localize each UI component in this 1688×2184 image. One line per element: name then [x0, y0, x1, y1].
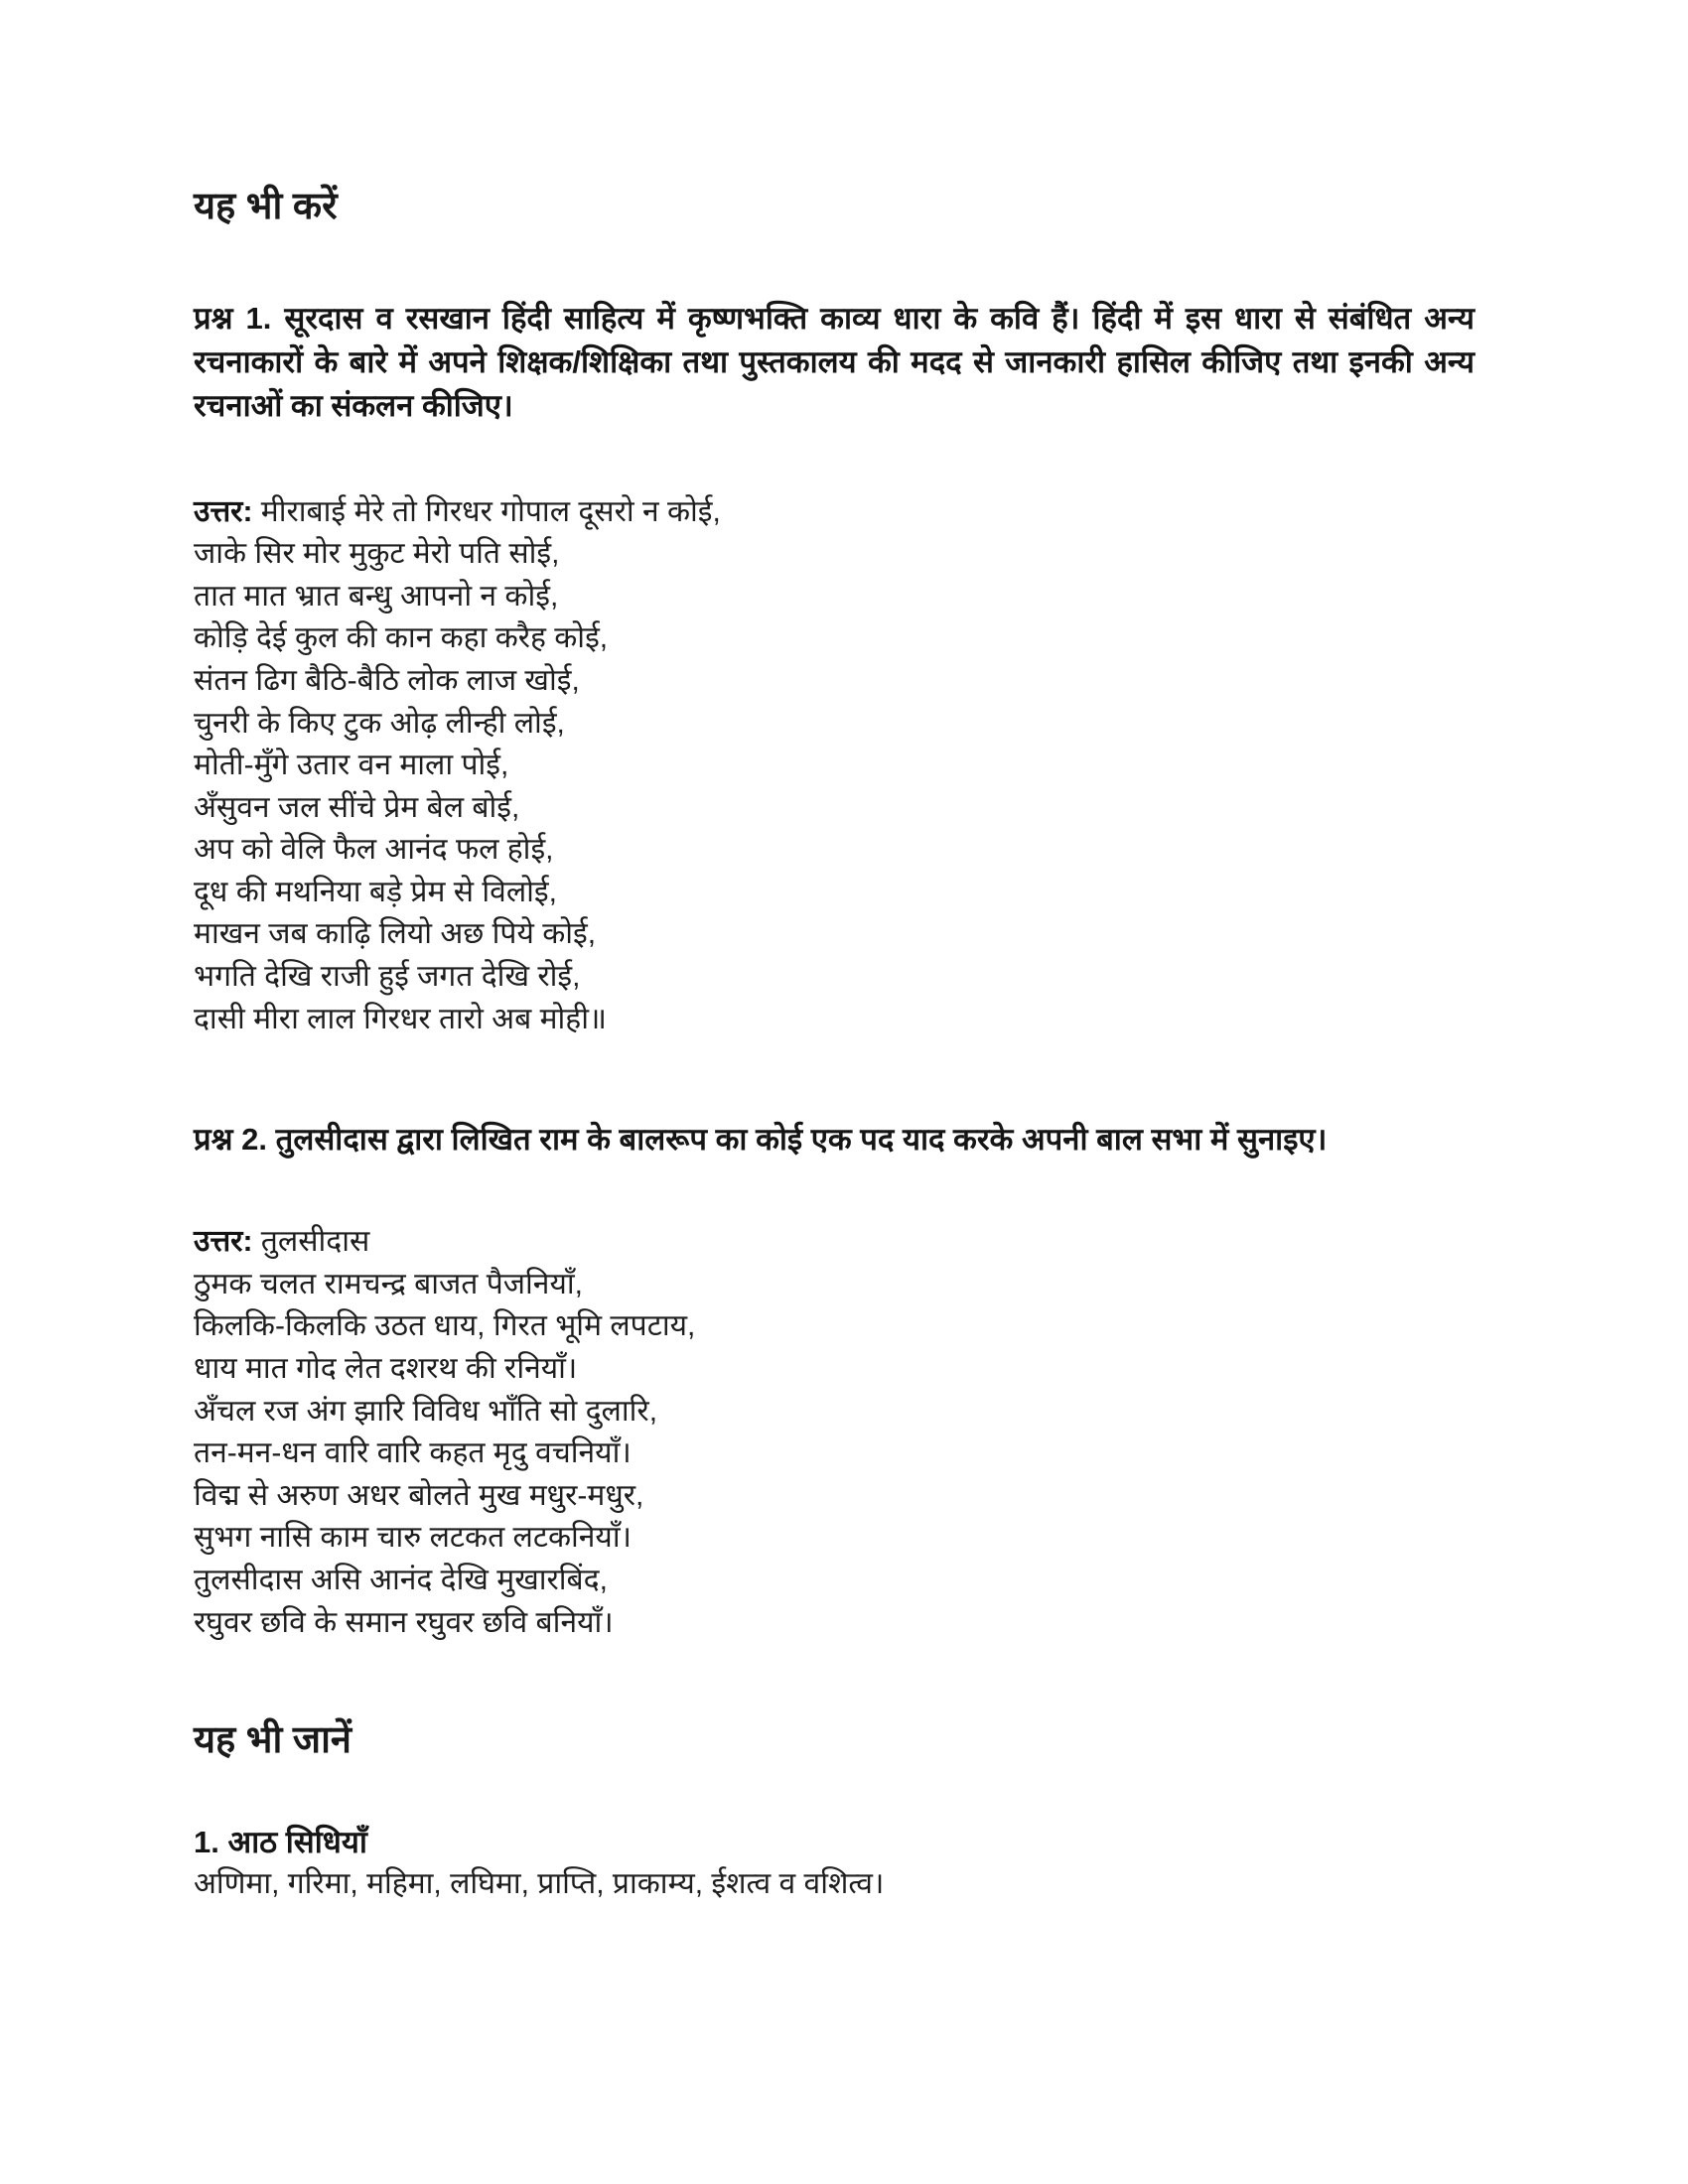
poem-line: माखन जब काढ़ि लियो अछ पिये कोई,: [194, 917, 597, 951]
section-heading-do: यह भी करें: [194, 186, 338, 227]
section-heading-know: यह भी जानें: [194, 1719, 352, 1762]
poem-line: संतन ढिग बैठि-बैठि लोक लाज खोई,: [194, 663, 580, 697]
poem-line: जाके सिर मोर मुकुट मेरो पति सोई,: [194, 537, 560, 571]
poem-line: कोड़ि देई कुल की कान कहा करैह कोई,: [194, 621, 609, 655]
poem-line: अप को वेलि फैल आनंद फल होई,: [194, 833, 554, 867]
poem-line: धाय मात गोद लेत दशरथ की रनियाँ।: [194, 1352, 578, 1386]
poem-line: विद्म से अरुण अधर बोलते मुख मधुर-मधुर,: [194, 1478, 644, 1512]
poem-line: सुभग नासि काम चारु लटकत लटकनियाँ।: [194, 1521, 632, 1555]
question-2: [194, 1118, 1475, 1161]
question-1-label: प्रश्न 1.: [194, 300, 272, 336]
poem-line: ठुमक चलत रामचन्द्र बाजत पैजनियाँ,: [194, 1267, 583, 1300]
question-1-text: सूरदास व रसखान हिंदी साहित्य में कृष्णभक्ति काव्य धारा के कवि हैं। हिंदी में इस धारा से संबंधित अन्य रचनाकारों के बारे में अपने शिक्षक/शिक्षिका तथा पुस्तकालय की मदद से जानकारी हासिल कीजिए तथा इनकी अन्य रचनाओं का संकलन कीजिए।: [194, 300, 1475, 423]
answer-2-intro-line: [194, 1221, 1475, 1264]
question-1: [194, 297, 1475, 428]
poem-line: रघुवर छवि के समान रघुवर छवि बनियाँ।: [194, 1605, 614, 1639]
poem-line: दासी मीरा लाल गिरधर तारो अब मोही॥: [194, 1002, 607, 1035]
question-2-text: तुलसीदास द्वारा लिखित राम के बालरूप का कोई एक पद याद करके अपनी बाल सभा में सुनाइए।: [275, 1122, 1328, 1158]
answer-1-first-line: मीराबाई मेरे तो गिरधर गोपाल दूसरो न कोई,: [260, 494, 721, 528]
poem-line: तुलसीदास असि आनंद देखि मुखारबिंद,: [194, 1564, 608, 1597]
poem-line: दूध की मथनिया बड़े प्रेम से विलोई,: [194, 875, 557, 908]
poem-line: तात मात भ्रात बन्धु आपनो न कोई,: [194, 579, 559, 613]
poem-line: भगति देखि राजी हुई जगत देखि रोई,: [194, 960, 581, 994]
question-2-label: प्रश्न 2.: [194, 1122, 268, 1158]
answer-2-label: उत्तर:: [194, 1225, 253, 1259]
poem-line: अँसुवन जल सींचे प्रेम बेल बोई,: [194, 790, 520, 824]
answer-2-first-line: तुलसीदास: [260, 1225, 370, 1259]
poem-line: चुनरी के किए टुक ओढ़ लीन्ही लोई,: [194, 706, 565, 740]
answer-1-label: उत्तर:: [194, 494, 253, 528]
poem-line: किलकि-किलकि उठत धाय, गिरत भूमि लपटाय,: [194, 1309, 696, 1343]
fact-1-title: 1. आठ सिधियाँ: [194, 1824, 367, 1859]
poem-line: अँचल रज अंग झारि विविध भाँति सो दुलारि,: [194, 1394, 658, 1428]
fact-1-text: अणिमा, गरिमा, महिमा, लघिमा, प्राप्ति, प्राकाम्य, ईशत्व व वशित्व।: [194, 1867, 885, 1901]
poem-line: तन-मन-धन वारि वारि कहत मृदु वचनियाँ।: [194, 1436, 632, 1470]
answer-2: [194, 1221, 1475, 1644]
answer-1: [194, 491, 1475, 1041]
answer-1-intro-line: [194, 491, 1475, 534]
poem-line: मोती-मुँगे उतार वन माला पोई,: [194, 749, 509, 782]
